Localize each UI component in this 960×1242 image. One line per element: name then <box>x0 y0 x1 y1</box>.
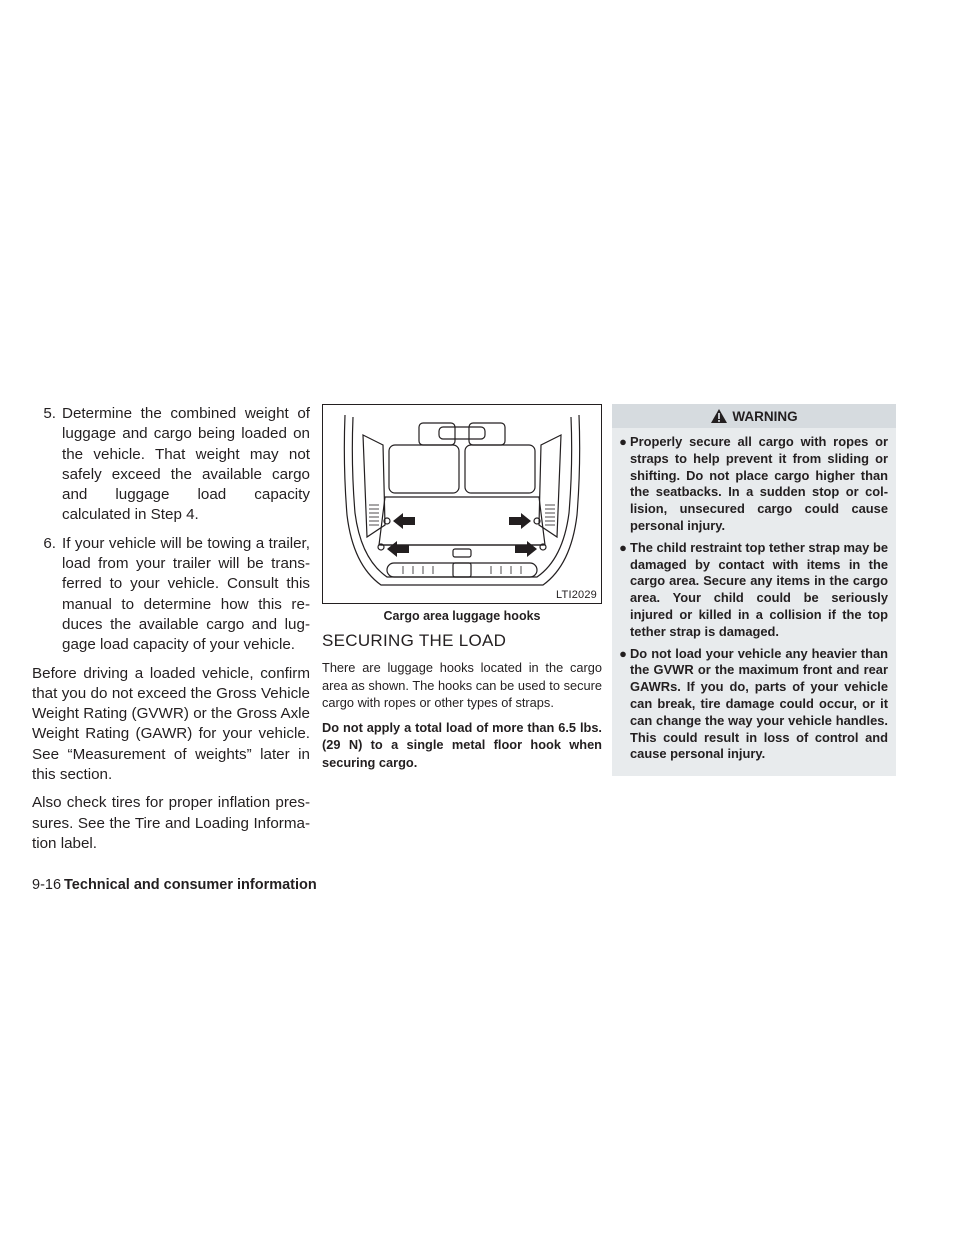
warning-text: Properly secure all cargo with ropes or straps to help prevent it from sliding or shifting. Do not place cargo higher than the seatbacks. In a sudden stop or collision, unsecured cargo could cause personal injury. <box>630 434 888 533</box>
warning-item <box>616 540 888 641</box>
warning-item <box>616 646 888 764</box>
cargo-hooks-figure <box>322 404 602 604</box>
step-number: 5. <box>43 405 56 422</box>
section-load-note: Do not apply a total load of more than 6.5 lbs. (29 N) to a single metal floor hook when securing cargo. <box>322 719 602 770</box>
warning-header <box>612 404 896 428</box>
paragraph-tire-inflation: Also check tires for proper inflation pressures. See the Tire and Loading Information label. <box>32 794 310 852</box>
cargo-area-illustration <box>323 405 601 603</box>
section-heading: SECURING THE LOAD <box>322 631 507 650</box>
circle-bullet-icon: ● <box>619 539 627 555</box>
step-item <box>32 534 310 656</box>
warning-title: WARNING <box>732 408 798 424</box>
circle-bullet-icon: ● <box>619 645 627 661</box>
warning-text: Do not load your vehicle any heavier than the GVWR or the maximum front and rear GAWRs. If you do, parts of your vehicle can break, tire damage could occur, or it can change the way your vehicle handles. This could result in loss of control and cause personal injury. <box>630 645 888 762</box>
step-list <box>32 404 310 656</box>
step-number: 6. <box>43 534 56 552</box>
step-text: Determine the combined weight of luggage and cargo being loaded on the vehicle. That weight may not safely exceed the available cargo and luggage load capacity calculated in Step 4. <box>62 405 310 524</box>
right-column <box>612 404 896 776</box>
section-body: There are luggage hooks located in the cargo area as shown. The hooks can be used to secure cargo with ropes or other types of straps. <box>322 660 602 710</box>
middle-column <box>322 404 602 778</box>
page-number: 9-16 <box>32 877 62 893</box>
warning-item <box>616 434 888 535</box>
circle-bullet-icon: ● <box>619 434 627 449</box>
warning-body <box>612 428 896 776</box>
chapter-title: Technical and consumer information <box>64 877 317 893</box>
warning-triangle-icon <box>710 408 728 424</box>
paragraph-weight-rating: Before driving a loaded vehicle, confirm that you do not exceed the Gross Vehicle Weight Rating (GVWR) or the Gross Axle Weight Rating (GAWR) for your vehicle. See “Measurement of weights” later in this section. <box>32 664 310 784</box>
step-item <box>32 404 310 526</box>
left-column <box>32 404 310 862</box>
page-footer <box>32 877 317 893</box>
figure-caption: Cargo area luggage hooks <box>383 609 541 623</box>
warning-text: The child restraint top tether strap may be damaged by contact with items in the cargo area. Secure any items in the cargo area. Your child could be seriously injured or killed in a collision if the top tether strap is damaged. <box>630 539 888 639</box>
figure-id: LTI2029 <box>556 589 597 601</box>
step-text: If your vehicle will be towing a trailer, load from your trailer will be transferred to your vehicle. Consult this manual to determine how this reduces the available cargo and luggage load capacity of your vehicle. <box>62 534 310 654</box>
